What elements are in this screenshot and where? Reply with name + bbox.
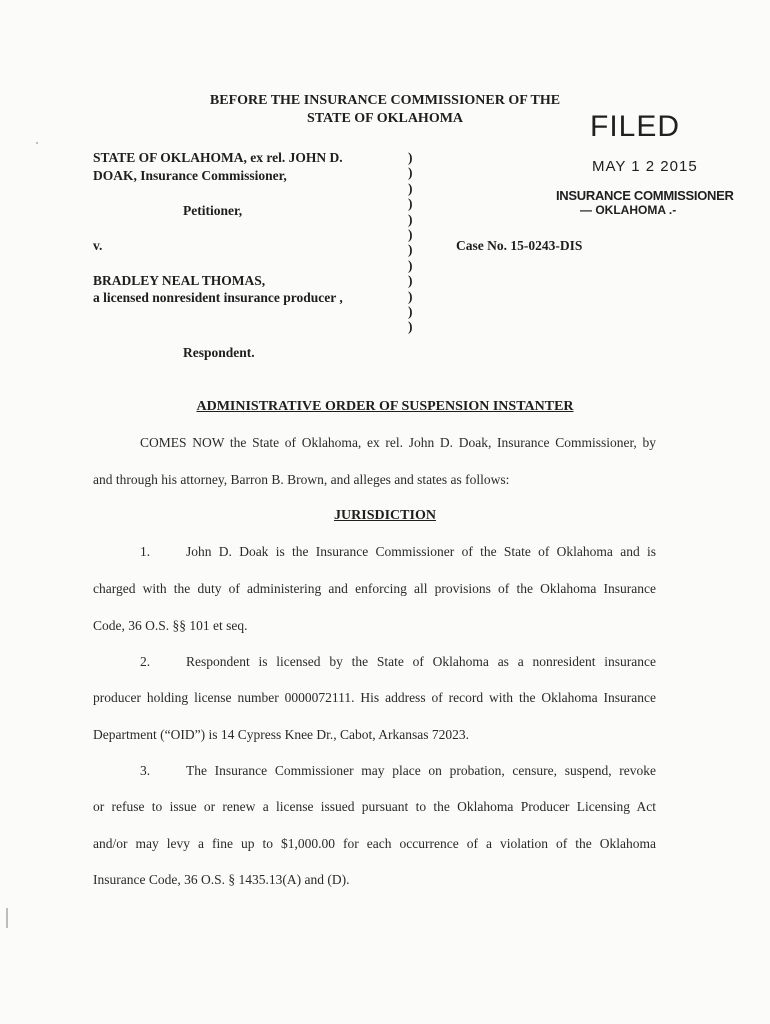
- petitioner-role: Petitioner,: [183, 203, 243, 218]
- caption-parentheses: [408, 150, 418, 335]
- paren: ): [408, 211, 413, 227]
- paragraph-number: 1.: [140, 544, 151, 559]
- intro-text-1: COMES NOW the State of Oklahoma, ex rel. John D. Doak, Insurance Commissioner, by: [140, 435, 656, 450]
- stamp-state-row: [580, 203, 676, 217]
- section-heading: JURISDICTION: [334, 508, 436, 523]
- paragraph-line: The Insurance Commissioner may place on probation, censure, suspend, revoke: [186, 763, 656, 778]
- stamp-date: MAY 1 2 2015: [592, 158, 698, 175]
- stamp-dash-right: .-: [665, 203, 677, 217]
- paren: ): [408, 319, 413, 335]
- respondent-role: Respondent.: [183, 345, 255, 360]
- paren: ): [408, 227, 413, 243]
- paren: ): [408, 242, 413, 258]
- paragraph-line: Code, 36 O.S. §§ 101 et seq.: [93, 618, 248, 633]
- header-line-2: STATE OF OKLAHOMA: [306, 111, 464, 126]
- stamp-filed: FILED: [590, 110, 681, 143]
- scan-mark: [6, 908, 8, 928]
- paren: ): [408, 304, 413, 320]
- versus: v.: [93, 238, 103, 253]
- scan-speck: [36, 142, 38, 144]
- header-line-1: BEFORE THE INSURANCE COMMISSIONER OF THE: [209, 93, 561, 108]
- paragraph-line: Respondent is licensed by the State of Oklahoma as a nonresident insurance: [186, 654, 656, 669]
- respondent-description: a licensed nonresident insurance producer ,: [93, 290, 343, 305]
- stamp-dash-left: —: [580, 203, 596, 217]
- order-title: ADMINISTRATIVE ORDER OF SUSPENSION INSTANTER: [196, 399, 574, 414]
- paren: ): [408, 180, 413, 196]
- paren: ): [408, 288, 413, 304]
- paragraph-number: 3.: [140, 763, 151, 778]
- paren: ): [408, 196, 413, 212]
- paren: ): [408, 165, 413, 181]
- stamp-state: OKLAHOMA: [595, 203, 666, 217]
- intro-line-2: and through his attorney, Barron B. Brown, and alleges and states as follows:: [93, 472, 510, 487]
- paren: ): [408, 273, 413, 289]
- paragraph-line: and/or may levy a fine up to $1,000.00 for each occurrence of a violation of the Oklahoma: [93, 836, 656, 851]
- paragraph-line: Insurance Code, 36 O.S. § 1435.13(A) and (D).: [93, 872, 350, 887]
- paren: ): [408, 257, 413, 273]
- paragraph-line: Department (“OID”) is 14 Cypress Knee Dr., Cabot, Arkansas 72023.: [93, 727, 470, 742]
- paren: ): [408, 150, 413, 165]
- petitioner-line-2: DOAK, Insurance Commissioner,: [93, 168, 287, 183]
- intro-line-1: [93, 435, 656, 451]
- paragraph-number: 2.: [140, 654, 151, 669]
- paragraph-line: charged with the duty of administering and enforcing all provisions of the Oklahoma Insurance: [93, 581, 656, 596]
- petitioner-line-1: STATE OF OKLAHOMA, ex rel. JOHN D.: [93, 150, 343, 165]
- paragraph-line: producer holding license number 0000072111. His address of record with the Oklahoma Insurance: [93, 690, 656, 705]
- case-number: Case No. 15-0243-DIS: [456, 238, 583, 253]
- respondent-name: BRADLEY NEAL THOMAS,: [93, 273, 266, 288]
- stamp-office: INSURANCE COMMISSIONER: [556, 188, 734, 203]
- paragraph-line: or refuse to issue or renew a license issued pursuant to the Oklahoma Producer Licensing Act: [93, 799, 656, 814]
- paragraph-line: John D. Doak is the Insurance Commissioner of the State of Oklahoma and is: [186, 544, 656, 559]
